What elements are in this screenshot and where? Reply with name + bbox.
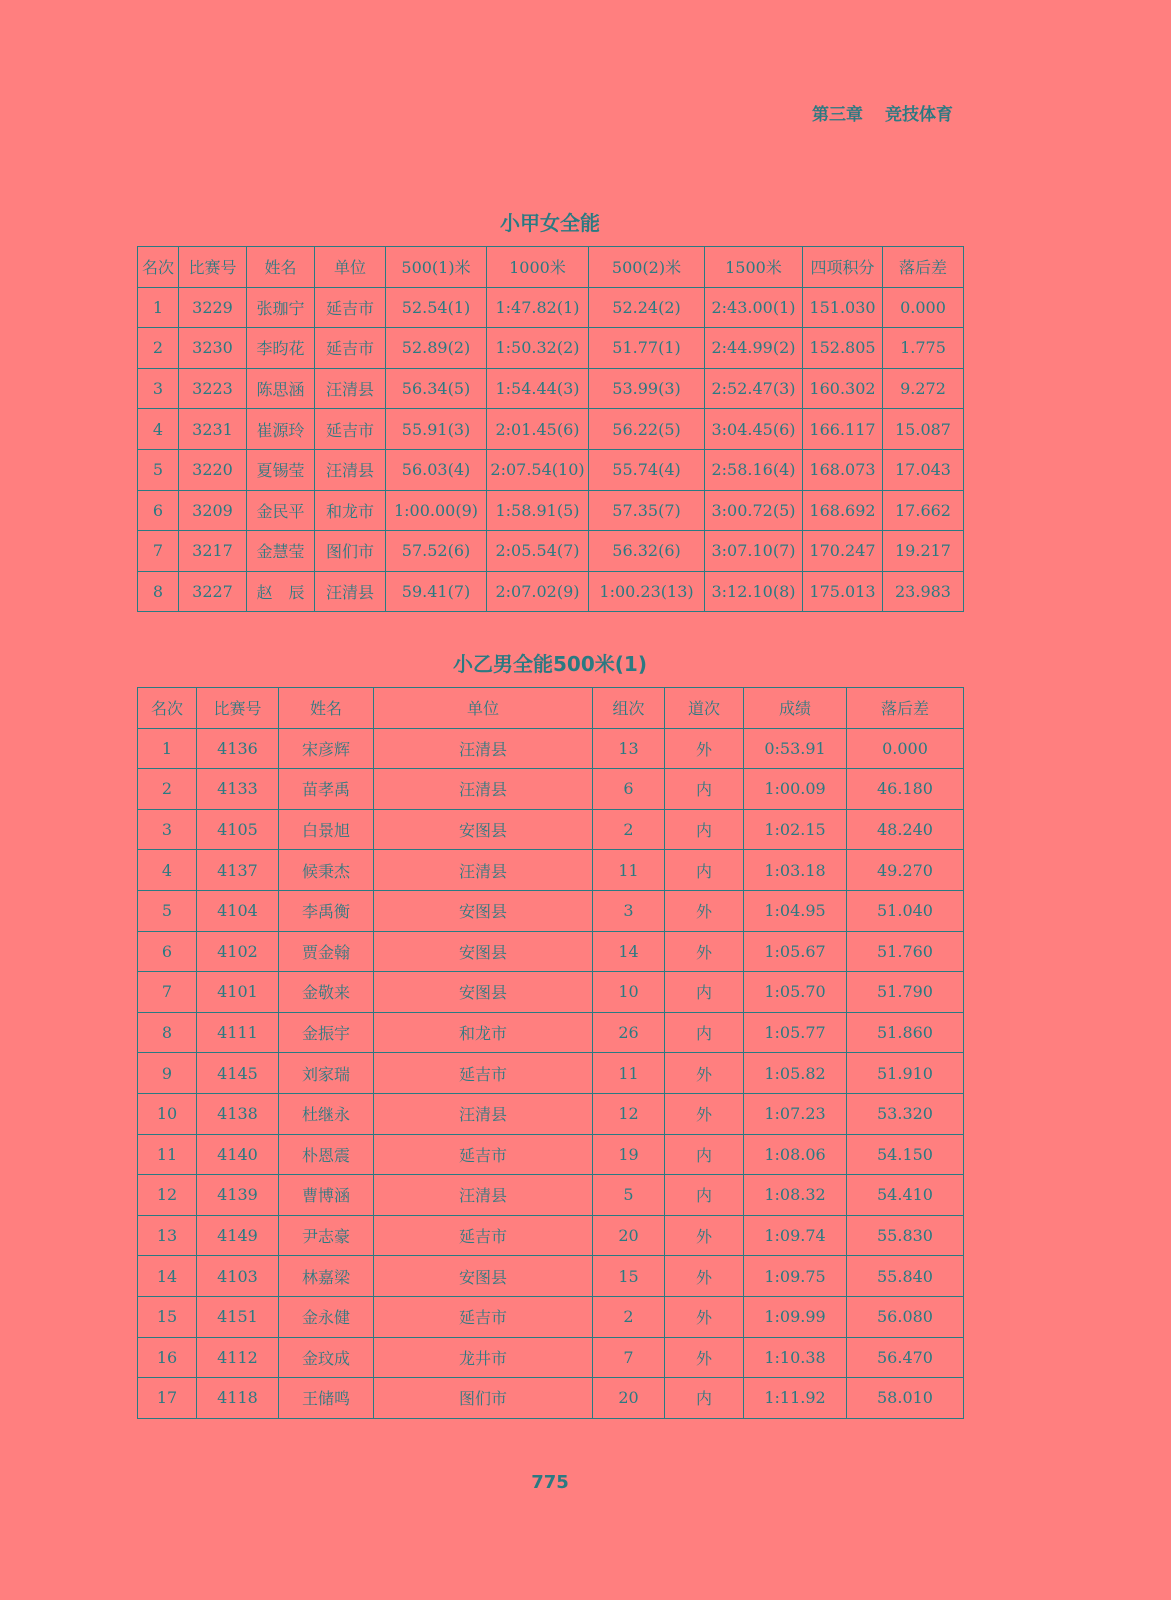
table-cell: 1:09.75 [744,1256,847,1297]
table-row [138,809,964,850]
table-cell: 延吉市 [315,328,386,369]
table-cell: 11 [593,1053,665,1094]
table-cell: 4149 [197,1215,279,1256]
table-cell: 1 [138,287,179,328]
table-cell: 168.073 [803,449,883,490]
table-cell: 尹志豪 [279,1215,374,1256]
table-cell: 3230 [179,328,247,369]
table-cell: 3220 [179,449,247,490]
table-cell: 3:00.72(5) [705,490,803,531]
section-label: 竞技体育 [885,105,953,125]
column-header: 单位 [374,688,593,729]
table-cell: 4 [138,850,197,891]
table-cell: 苗孝禹 [279,769,374,810]
table-cell: 54.150 [847,1134,964,1175]
column-header: 比赛号 [197,688,279,729]
table-cell: 17.043 [883,449,964,490]
table-cell: 金民平 [247,490,315,531]
table-row [138,890,964,931]
table-cell: 23.983 [883,571,964,612]
table-cell: 2:58.16(4) [705,449,803,490]
table-cell: 1:05.67 [744,931,847,972]
table-row [138,1093,964,1134]
column-header: 500(2)米 [589,247,705,288]
table2-body [138,728,964,1418]
table-cell: 候秉杰 [279,850,374,891]
table-cell: 6 [593,769,665,810]
table-cell: 内 [665,972,744,1013]
table-cell: 1:54.44(3) [487,368,589,409]
table-cell: 安图县 [374,809,593,850]
table-cell: 3:04.45(6) [705,409,803,450]
table-cell: 6 [138,931,197,972]
table-cell: 金慧莹 [247,531,315,572]
table-cell: 3:12.10(8) [705,571,803,612]
column-header: 道次 [665,688,744,729]
column-header: 单位 [315,247,386,288]
table-cell: 外 [665,1093,744,1134]
table-cell: 4102 [197,931,279,972]
table-row [138,1256,964,1297]
table-cell: 3 [138,368,179,409]
table-cell: 59.41(7) [386,571,487,612]
table-cell: 2:07.54(10) [487,449,589,490]
table-cell: 16 [138,1337,197,1378]
table-cell: 4118 [197,1378,279,1419]
table-cell: 10 [593,972,665,1013]
table-cell: 4138 [197,1093,279,1134]
table-cell: 2 [593,809,665,850]
table-cell: 49.270 [847,850,964,891]
table-cell: 0.000 [883,287,964,328]
table-cell: 1:10.38 [744,1337,847,1378]
table1-header-row [138,247,964,288]
table-cell: 林嘉梁 [279,1256,374,1297]
table-cell: 外 [665,1053,744,1094]
table-cell: 王储鸣 [279,1378,374,1419]
table1-body [138,287,964,612]
table-cell: 3227 [179,571,247,612]
table-row [138,368,964,409]
table-cell: 汪清县 [315,449,386,490]
table-cell: 2:44.99(2) [705,328,803,369]
table-cell: 151.030 [803,287,883,328]
column-header: 500(1)米 [386,247,487,288]
table-cell: 12 [138,1175,197,1216]
table-cell: 汪清县 [374,728,593,769]
table2-header-row [138,688,964,729]
table-cell: 57.52(6) [386,531,487,572]
table-cell: 4136 [197,728,279,769]
table-cell: 外 [665,890,744,931]
column-header: 姓名 [247,247,315,288]
table-cell: 19 [593,1134,665,1175]
column-header: 名次 [138,247,179,288]
table-cell: 2 [593,1296,665,1337]
table-cell: 2:05.54(7) [487,531,589,572]
table-cell: 3 [138,809,197,850]
table-cell: 2:43.00(1) [705,287,803,328]
table-cell: 曹博涵 [279,1175,374,1216]
column-header: 1000米 [487,247,589,288]
table-cell: 2:01.45(6) [487,409,589,450]
table-cell: 51.910 [847,1053,964,1094]
column-header: 组次 [593,688,665,729]
table-cell: 7 [593,1337,665,1378]
table-cell: 3217 [179,531,247,572]
table-cell: 26 [593,1012,665,1053]
table-cell: 内 [665,769,744,810]
table-cell: 1:07.23 [744,1093,847,1134]
table-cell: 汪清县 [315,368,386,409]
table-row [138,328,964,369]
table-cell: 1:09.74 [744,1215,847,1256]
table-cell: 内 [665,1134,744,1175]
table-cell: 1:00.23(13) [589,571,705,612]
table-row [138,931,964,972]
table-cell: 56.03(4) [386,449,487,490]
table-cell: 1:04.95 [744,890,847,931]
table-cell: 0:53.91 [744,728,847,769]
table-cell: 汪清县 [315,571,386,612]
table-row [138,850,964,891]
table-cell: 56.470 [847,1337,964,1378]
table-cell: 3223 [179,368,247,409]
table-cell: 和龙市 [315,490,386,531]
table-cell: 9 [138,1053,197,1094]
page-number: 775 [531,1472,569,1493]
table-cell: 0.000 [847,728,964,769]
table-cell: 外 [665,1337,744,1378]
table-cell: 杜继永 [279,1093,374,1134]
table-cell: 图们市 [315,531,386,572]
table-cell: 外 [665,1215,744,1256]
table-cell: 刘家瑞 [279,1053,374,1094]
table-cell: 3209 [179,490,247,531]
table-cell: 9.272 [883,368,964,409]
table-row [138,287,964,328]
table-cell: 1:09.99 [744,1296,847,1337]
table-cell: 55.74(4) [589,449,705,490]
table-cell: 陈思涵 [247,368,315,409]
table-cell: 160.302 [803,368,883,409]
table-cell: 1:08.32 [744,1175,847,1216]
column-header: 落后差 [883,247,964,288]
table-cell: 李禹衡 [279,890,374,931]
table-cell: 170.247 [803,531,883,572]
table-cell: 56.22(5) [589,409,705,450]
table-cell: 15 [593,1256,665,1297]
table-row [138,1215,964,1256]
table-cell: 内 [665,1012,744,1053]
table-cell: 金永健 [279,1296,374,1337]
table-cell: 4112 [197,1337,279,1378]
table-cell: 51.790 [847,972,964,1013]
table-cell: 1:05.77 [744,1012,847,1053]
table-cell: 1:00.00(9) [386,490,487,531]
table-cell: 1:47.82(1) [487,287,589,328]
table-cell: 外 [665,728,744,769]
table-cell: 4140 [197,1134,279,1175]
table-cell: 48.240 [847,809,964,850]
table1-all-around-results [137,246,964,612]
table-cell: 14 [593,931,665,972]
table-cell: 15 [138,1296,197,1337]
table-cell: 4103 [197,1256,279,1297]
table-cell: 4133 [197,769,279,810]
table-cell: 2 [138,769,197,810]
column-header: 比赛号 [179,247,247,288]
table-cell: 54.410 [847,1175,964,1216]
table-cell: 2:07.02(9) [487,571,589,612]
table-cell: 152.805 [803,328,883,369]
table-cell: 4137 [197,850,279,891]
table-row [138,1337,964,1378]
table-cell: 15.087 [883,409,964,450]
running-head [812,100,953,125]
table-cell: 52.24(2) [589,287,705,328]
table-cell: 7 [138,972,197,1013]
table-cell: 166.117 [803,409,883,450]
table-cell: 51.860 [847,1012,964,1053]
table-cell: 3 [593,890,665,931]
table-row [138,1134,964,1175]
table-cell: 5 [138,449,179,490]
table-cell: 1:08.06 [744,1134,847,1175]
table-cell: 金敬来 [279,972,374,1013]
table-cell: 19.217 [883,531,964,572]
table1-title: 小甲女全能 [500,211,600,235]
table-row [138,1296,964,1337]
table-cell: 175.013 [803,571,883,612]
table-cell: 1:03.18 [744,850,847,891]
table-row [138,1053,964,1094]
table-cell: 安图县 [374,890,593,931]
table-cell: 汪清县 [374,769,593,810]
table-cell: 8 [138,1012,197,1053]
table-cell: 56.34(5) [386,368,487,409]
table-cell: 53.320 [847,1093,964,1134]
table-row [138,409,964,450]
table-row [138,769,964,810]
table-cell: 10 [138,1093,197,1134]
table-cell: 8 [138,571,179,612]
table-cell: 金玟成 [279,1337,374,1378]
table-cell: 52.54(1) [386,287,487,328]
column-header: 名次 [138,688,197,729]
column-header: 落后差 [847,688,964,729]
table-cell: 1.775 [883,328,964,369]
table-cell: 17.662 [883,490,964,531]
table-row [138,1012,964,1053]
table-cell: 3:07.10(7) [705,531,803,572]
table-cell: 白景旭 [279,809,374,850]
table-cell: 2:52.47(3) [705,368,803,409]
table-row [138,972,964,1013]
table-cell: 内 [665,1378,744,1419]
table-cell: 1:58.91(5) [487,490,589,531]
table-cell: 龙井市 [374,1337,593,1378]
table-cell: 延吉市 [374,1134,593,1175]
table-cell: 12 [593,1093,665,1134]
table-cell: 贾金翰 [279,931,374,972]
table-cell: 崔源玲 [247,409,315,450]
table-cell: 1:05.82 [744,1053,847,1094]
column-header: 成绩 [744,688,847,729]
table-cell: 46.180 [847,769,964,810]
table-cell: 金振宇 [279,1012,374,1053]
table-cell: 13 [593,728,665,769]
table-cell: 56.080 [847,1296,964,1337]
table-cell: 56.32(6) [589,531,705,572]
table-cell: 11 [593,850,665,891]
table-cell: 5 [138,890,197,931]
table-cell: 14 [138,1256,197,1297]
table-row [138,728,964,769]
table-cell: 延吉市 [374,1053,593,1094]
table-cell: 3231 [179,409,247,450]
table-cell: 延吉市 [315,409,386,450]
table-cell: 内 [665,1175,744,1216]
table-cell: 168.692 [803,490,883,531]
table-cell: 1:00.09 [744,769,847,810]
table-cell: 1 [138,728,197,769]
table-cell: 外 [665,1256,744,1297]
table-cell: 58.010 [847,1378,964,1419]
column-header: 姓名 [279,688,374,729]
table-cell: 图们市 [374,1378,593,1419]
table-cell: 安图县 [374,931,593,972]
table-cell: 4101 [197,972,279,1013]
table-row [138,1378,964,1419]
table-cell: 安图县 [374,1256,593,1297]
table-row [138,490,964,531]
table-cell: 51.77(1) [589,328,705,369]
table-cell: 1:50.32(2) [487,328,589,369]
table-cell: 朴恩震 [279,1134,374,1175]
table-cell: 20 [593,1215,665,1256]
table-cell: 1:02.15 [744,809,847,850]
table-cell: 汪清县 [374,1093,593,1134]
table-cell: 张珈宁 [247,287,315,328]
table-cell: 20 [593,1378,665,1419]
table-cell: 13 [138,1215,197,1256]
table-cell: 李昀花 [247,328,315,369]
table-cell: 55.830 [847,1215,964,1256]
table-cell: 4105 [197,809,279,850]
table-cell: 内 [665,809,744,850]
table-cell: 4 [138,409,179,450]
table-cell: 安图县 [374,972,593,1013]
table-cell: 5 [593,1175,665,1216]
table-cell: 55.91(3) [386,409,487,450]
table-cell: 55.840 [847,1256,964,1297]
table-row [138,531,964,572]
table-cell: 51.760 [847,931,964,972]
column-header: 四项积分 [803,247,883,288]
table-cell: 外 [665,931,744,972]
table2-title: 小乙男全能500米(1) [453,652,647,676]
table-cell: 延吉市 [374,1215,593,1256]
table-cell: 3229 [179,287,247,328]
table-cell: 宋彦辉 [279,728,374,769]
table-cell: 4104 [197,890,279,931]
table-cell: 52.89(2) [386,328,487,369]
table-cell: 1:05.70 [744,972,847,1013]
table-cell: 汪清县 [374,1175,593,1216]
table-cell: 延吉市 [315,287,386,328]
column-header: 1500米 [705,247,803,288]
table2-500m-results [137,687,964,1419]
table-cell: 7 [138,531,179,572]
table-cell: 4151 [197,1296,279,1337]
table-cell: 延吉市 [374,1296,593,1337]
table-cell: 2 [138,328,179,369]
table-cell: 11 [138,1134,197,1175]
table-cell: 夏锡莹 [247,449,315,490]
table-cell: 汪清县 [374,850,593,891]
chapter-label: 第三章 [812,105,863,125]
table-cell: 1:11.92 [744,1378,847,1419]
table-cell: 4139 [197,1175,279,1216]
table-row [138,449,964,490]
table-cell: 53.99(3) [589,368,705,409]
table-cell: 和龙市 [374,1012,593,1053]
table-cell: 外 [665,1296,744,1337]
table-row [138,571,964,612]
table-cell: 51.040 [847,890,964,931]
table-cell: 6 [138,490,179,531]
table-row [138,1175,964,1216]
table-cell: 57.35(7) [589,490,705,531]
table-cell: 4145 [197,1053,279,1094]
table-cell: 4111 [197,1012,279,1053]
table-cell: 17 [138,1378,197,1419]
table-cell: 内 [665,850,744,891]
table-cell: 赵 辰 [247,571,315,612]
